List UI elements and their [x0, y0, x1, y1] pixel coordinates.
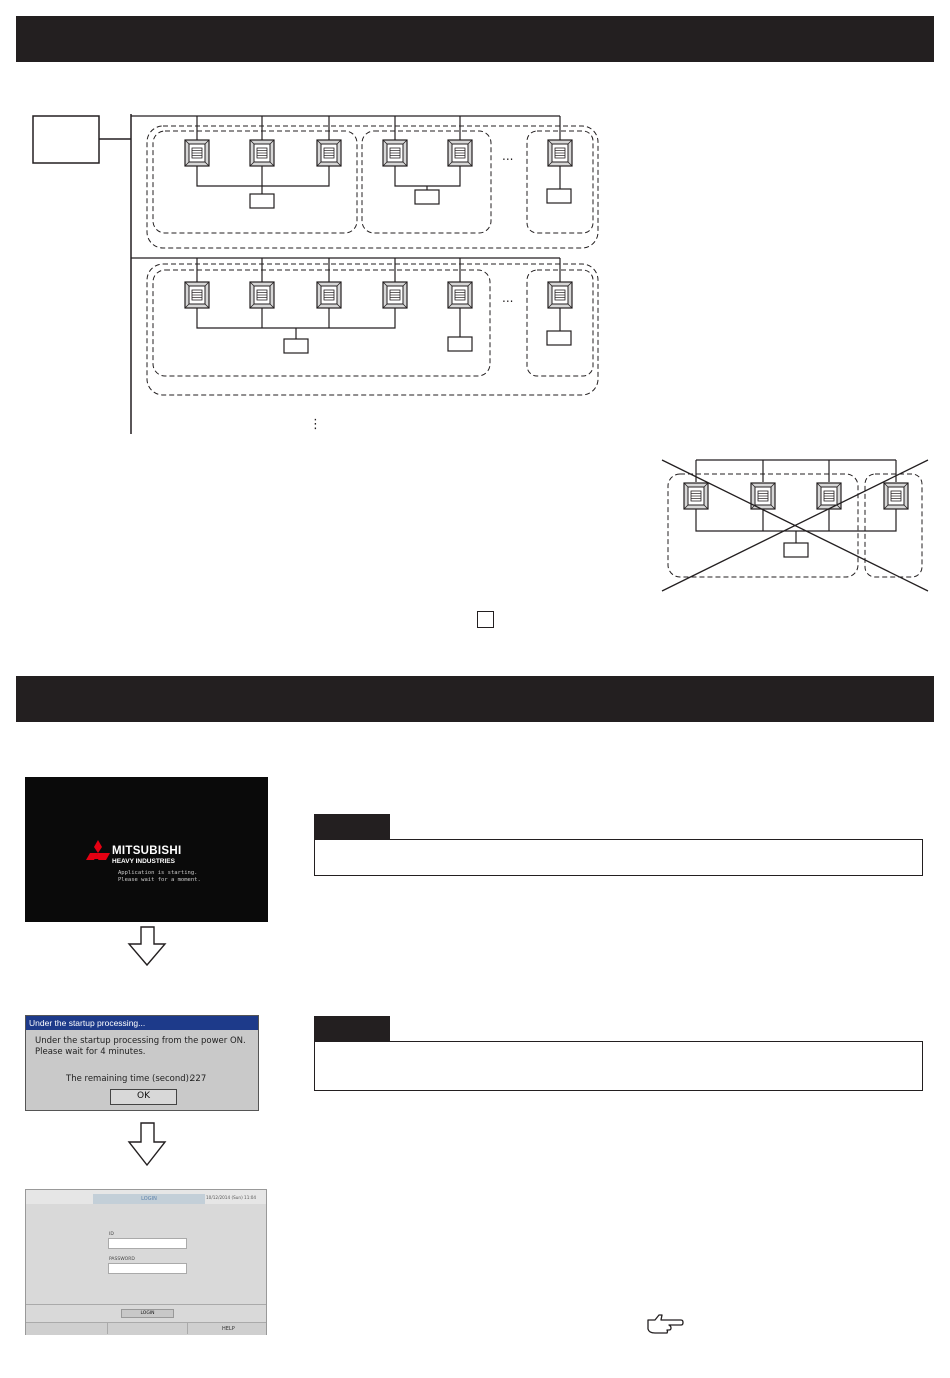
startup-dialog-title: Under the startup processing... [26, 1016, 258, 1030]
wiring-diagram [0, 0, 950, 680]
indoor-unit-icon [250, 140, 274, 166]
login-button[interactable]: LOGIN [121, 1309, 174, 1318]
remote-controller-box [284, 339, 308, 353]
note-box-1 [314, 839, 923, 876]
note-tag-2 [314, 1016, 390, 1042]
login-screenshot [25, 1189, 267, 1335]
indoor-unit-icon [448, 140, 472, 166]
indoor-unit-icon [684, 483, 708, 509]
splash-message-line1: Application is starting. [118, 870, 198, 876]
splash-message-line2: Please wait for a moment. [118, 877, 201, 883]
diagram-ellipsis: ... [502, 291, 514, 305]
indoor-unit-icon [448, 282, 472, 308]
remote-controller-box [784, 543, 808, 557]
group-1-outline [147, 126, 598, 248]
password-input[interactable] [108, 1263, 187, 1274]
remote-controller-box [547, 331, 571, 345]
login-title: LOGIN [93, 1194, 205, 1204]
splash-logo-line1: MITSUBISHI [112, 845, 182, 857]
mitsubishi-logo-icon [83, 840, 113, 866]
id-label: ID [109, 1232, 114, 1237]
central-controller-box [33, 116, 99, 163]
pointing-hand-icon [645, 1312, 685, 1336]
id-input[interactable] [108, 1238, 187, 1249]
note-box-2 [314, 1041, 923, 1091]
diagram-vertical-ellipsis: ⋮ [309, 417, 322, 432]
group-2-outline [147, 264, 598, 395]
note-tag-1 [314, 814, 390, 840]
startup-dialog-line2: Please wait for 4 minutes. [35, 1047, 146, 1057]
startup-dialog-line1: Under the startup processing from the power ON. [35, 1036, 246, 1046]
down-arrow-icon [129, 1123, 165, 1165]
indoor-unit-icon [383, 140, 407, 166]
remaining-time-label: The remaining time (second): [66, 1074, 192, 1084]
indoor-unit-icon [185, 282, 209, 308]
indoor-unit-icon [383, 282, 407, 308]
help-button[interactable]: HELP [222, 1326, 235, 1332]
splash-logo-line2: HEAVY INDUSTRIES [112, 858, 175, 865]
remote-controller-box [547, 189, 571, 203]
remote-controller-box [448, 337, 472, 351]
indoor-unit-icon [548, 282, 572, 308]
indoor-unit-icon [884, 483, 908, 509]
ok-button[interactable]: OK [110, 1089, 177, 1105]
down-arrow-icon [129, 927, 165, 965]
remaining-time-value: 227 [190, 1074, 207, 1084]
indoor-unit-icon [185, 140, 209, 166]
remote-controller-box [415, 190, 439, 204]
indoor-unit-icon [317, 282, 341, 308]
indoor-unit-icon [250, 282, 274, 308]
legend-remote-controller-symbol [477, 611, 494, 628]
login-datetime: 10/12/2014 (Sun) 11:04 [206, 1195, 257, 1200]
diagram-ellipsis: ... [502, 149, 514, 163]
indoor-unit-icon [317, 140, 341, 166]
remote-controller-box [250, 194, 274, 208]
indoor-unit-icon [548, 140, 572, 166]
splash-screenshot [25, 777, 268, 922]
password-label: PASSWORD [109, 1257, 135, 1262]
section-header-bar-2 [16, 676, 934, 722]
